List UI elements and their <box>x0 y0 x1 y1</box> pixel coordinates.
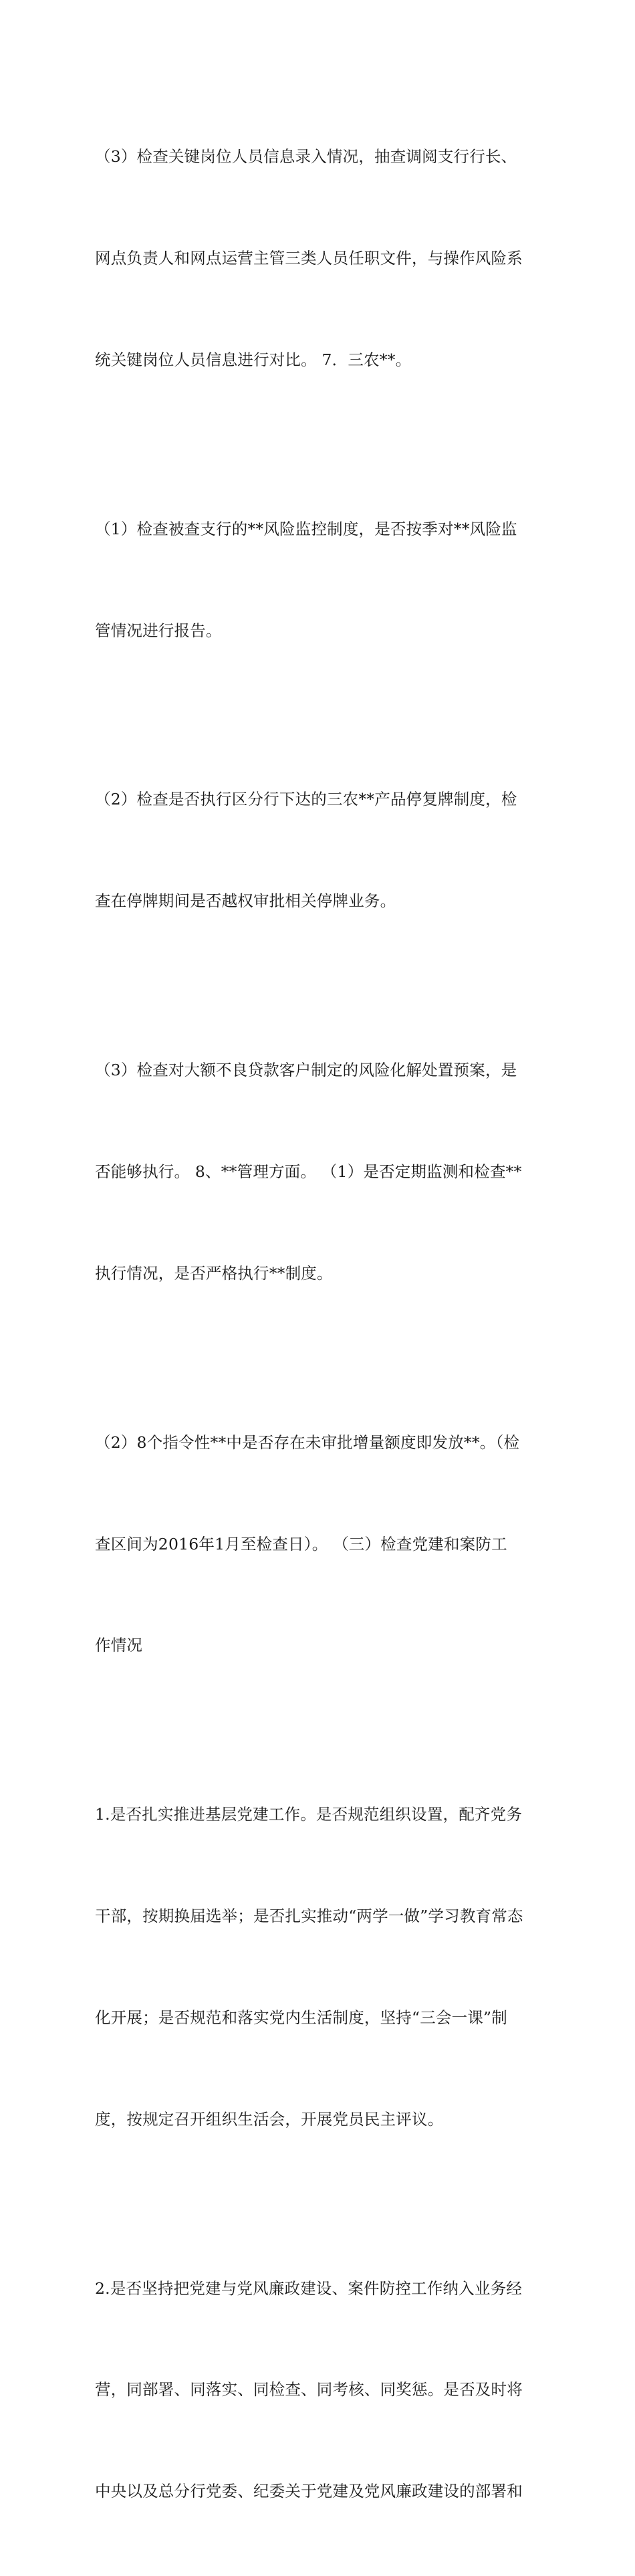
paragraph-2-suspension-check <box>95 715 549 986</box>
text-line: 查区间为2016年1月至检查日）。 （三）检查党建和案防工 <box>95 1534 507 1553</box>
text-line: 2.是否坚持把党建与党风廉政建设、案件防控工作纳入业务经 <box>95 2278 523 2298</box>
text-line: 统关键岗位人员信息进行对比。 7．三农**。 <box>95 350 412 369</box>
text-line: 营，同部署、同落实、同检查、同考核、同奖惩。是否及时将 <box>95 2380 523 2399</box>
text-line: 中央以及总分行党委、纪委关于党建及党风廉政建设的部署和 <box>95 2482 523 2501</box>
text-line: 查在停牌期间是否越权审批相关停牌业务。 <box>95 891 396 911</box>
text-line: 管情况进行报告。 <box>95 621 222 640</box>
paragraph-2-directive-check <box>95 1358 549 1731</box>
text-line: （2）检查是否执行区分行下达的三农**产品停复牌制度，检 <box>95 790 517 809</box>
text-line: 干部，按期换届选举；是否扎实推动“两学一做”学习教育常态 <box>95 1907 523 1926</box>
text-line: 化开展；是否规范和落实党内生活制度，坚持“三会一课”制 <box>95 2008 507 2027</box>
paragraph-1-risk-monitoring <box>95 445 549 716</box>
text-line: （3）检查关键岗位人员信息录入情况，抽查调阅支行行长、 <box>95 147 517 167</box>
text-line: （1）检查被查支行的**风险监控制度，是否按季对**风险监 <box>95 519 517 538</box>
text-line: 执行情况，是否严格执行**制度。 <box>95 1263 333 1283</box>
paragraph-party-building-2 <box>95 2204 549 2576</box>
text-line: 否能够执行。 8、**管理方面。 （1）是否定期监测和检查** <box>95 1162 522 1181</box>
paragraph-party-building-1 <box>95 1730 549 2204</box>
text-line: 作情况 <box>95 1636 143 1655</box>
paragraph-3-key-post-check <box>95 72 549 445</box>
text-line: 网点负责人和网点运营主管三类人员任职文件，与操作风险系 <box>95 248 523 267</box>
text-line: （2）8个指令性**中是否存在未审批增量额度即发放**。（检 <box>95 1432 520 1452</box>
document-body <box>95 72 549 2576</box>
text-line: 度，按规定召开组织生活会，开展党员民主评议。 <box>95 2109 444 2129</box>
text-line: （3）检查对大额不良贷款客户制定的风险化解处置预案，是 <box>95 1061 517 1080</box>
text-line: 1.是否扎实推进基层党建工作。是否规范组织设置，配齐党务 <box>95 1805 523 1824</box>
paragraph-3-bad-loan-plan <box>95 986 549 1358</box>
